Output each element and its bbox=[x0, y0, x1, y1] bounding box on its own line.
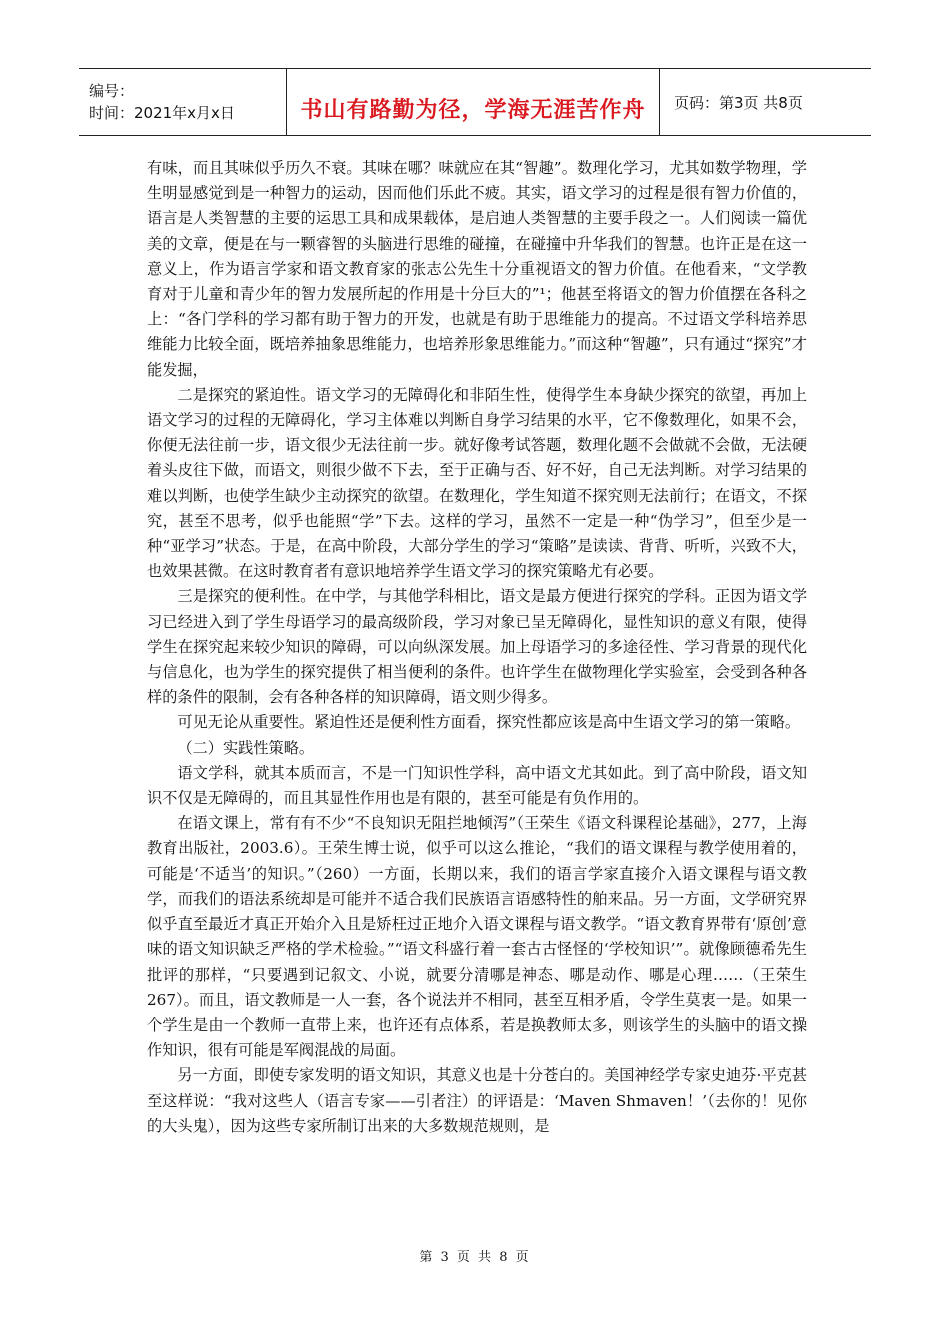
header-table bbox=[79, 68, 871, 136]
paragraph: 可见无论从重要性。紧迫性还是便利性方面看，探究性都应该是高中生语文学习的第一策略。 bbox=[177, 713, 801, 732]
paragraph: 有味，而且其味似乎历久不衰。其味在哪？味就应在其“智趣”。数理化学习，尤其如数学物理，学生明显感觉到是一种智力的运动，因而他们乐此不疲。其实，语文学习的过程是很有智力价值的，语言是人类智慧的主要的运思工具和成果载体，是启迪人类智慧的主要手段之一。人们阅读一篇优美的文章，便是在与一颗睿智的头脑进行思维的碰撞，在碰撞中升华我们的智慧。也许正是在这一意义上，作为语言学家和语文教育家的张志公先生十分重视语文的智力价值。在他看来，“文学教育对于儿童和青少年的智力发展所起的作用是十分巨大的”¹；他甚至将语文的智力价值摆在各科之上：“各门学科的学习都有助于智力的开发，也就是有助于思维能力的提高。不过语文学科培养思维能力比较全面，既培养抽象思维能力，也培养形象思维能力。”而这种“智趣”，只有通过“探究”才能发掘， bbox=[147, 159, 807, 379]
paragraph: 二是探究的紧迫性。语文学习的无障碍化和非陌生性，使得学生本身缺少探究的欲望，再加上语文学习的过程的无障碍化，学习主体难以判断自身学习结果的水平，它不像数理化，如果不会，你便无法往前一步，语文很少无法往前一步。就好像考试答题，数理化题不会做就不会做，无法硬着头皮往下做，而语文，则很少做不下去，至于正确与否、好不好，自己无法判断。对学习结果的难以判断，也使学生缺少主动探究的欲望。在数理化，学生知道不探究则无法前行；在语文，不探究，甚至不思考，似乎也能照“学”下去。这样的学习，虽然不一定是一种“伪学习”，但至少是一种“亚学习”状态。于是，在高中阶段，大部分学生的学习“策略”是读读、背背、听听，兴致不大，也效果甚微。在这时教育者有意识地培养学生语文学习的探究策略尤有必要。 bbox=[147, 385, 807, 581]
paragraph: 另一方面，即使专家发明的语文知识，其意义也是十分苍白的。美国神经学专家史迪芬·平克甚至这样说：“我对这些人（语言专家——引者注）的评语是：‘Maven Shmaven！’（去你的！见你的大头鬼），因为这些专家所制订出来的大多数规范规则，是 bbox=[147, 1066, 807, 1135]
header-meta bbox=[79, 69, 286, 135]
paragraph: 语文学科，就其本质而言，不是一门知识性学科，高中语文尤其如此。到了高中阶段，语文知识不仅是无障碍的，而且其显性作用也是有限的，甚至可能是有负作用的。 bbox=[147, 763, 807, 808]
header-page-code-cell bbox=[660, 69, 871, 135]
page-footer: 第 3 页 共 8 页 bbox=[419, 1250, 531, 1265]
header-number-label: 编号： bbox=[89, 82, 135, 100]
header-motto-cell bbox=[286, 69, 660, 135]
header-time-label: 时间：2021年x月x日 bbox=[89, 104, 235, 122]
header-page-code: 页码：第3页 共8页 bbox=[674, 93, 803, 112]
header-motto: 书山有路勤为径，学海无涯苦作舟 bbox=[300, 97, 646, 123]
document-body bbox=[147, 156, 807, 1139]
paragraph: 在语文课上，常有有不少“不良知识无阻拦地倾泻”（王荣生《语文科课程论基础》，277，上海教育出版社，2003.6）。王荣生博士说，似乎可以这么推论，“我们的语文课程与教学使用着的，可能是‘不适当’的知识。”（260）一方面，长期以来，我们的语言学家直接介入语文课程与语文教学，而我们的语法系统却是可能并不适合我们民族语言语感特性的舶来品。另一方面，文学研究界似乎直至最近才真正开始介入且是矫枉过正地介入语文课程与语文教学。“语文教育界带有‘原创’意味的语文知识缺乏严格的学术检验。”“语文科盛行着一套古古怪怪的‘学校知识’”。就像顾德希先生批评的那样，“只要遇到记叙文、小说，就要分清哪是神态、哪是动作、哪是心理……（王荣生267）。而且，语文教师是一人一套，各个说法并不相同，甚至互相矛盾，令学生莫衷一是。如果一个学生是由一个教师一直带上来，也许还有点体系，若是换教师太多，则该学生的头脑中的语文操作知识，很有可能是军阀混战的局面。 bbox=[147, 814, 807, 1060]
paragraph: 三是探究的便利性。在中学，与其他学科相比，语文是最方便进行探究的学科。正因为语文学习已经进入到了学生母语学习的最高级阶段，学习对象已呈无障碍化，显性知识的意义有限，使得学生在探究起来较少知识的障碍，可以向纵深发展。加上母语学习的多途径性、学习背景的现代化与信息化，也为学生的探究提供了相当便利的条件。也许学生在做物理化学实验室，会受到各种各样的条件的限制，会有各种各样的知识障碍，语文则少得多。 bbox=[147, 587, 807, 707]
section-heading: （二）实践性策略。 bbox=[177, 738, 315, 757]
